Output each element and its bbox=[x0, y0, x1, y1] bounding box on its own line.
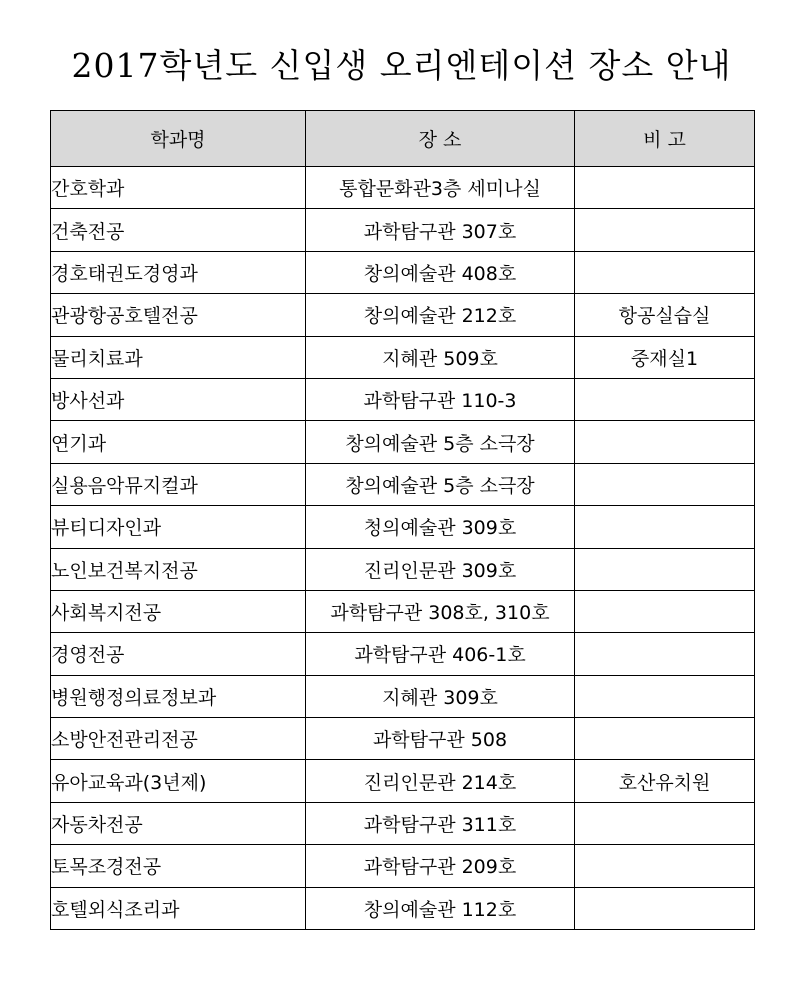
dept-cell: 노인보건복지전공 bbox=[51, 548, 306, 590]
dept-cell: 건축전공 bbox=[51, 209, 306, 251]
dept-cell: 경호태권도경영과 bbox=[51, 251, 306, 293]
place-cell: 진리인문관 214호 bbox=[306, 760, 575, 802]
table-row bbox=[51, 802, 755, 844]
dept-cell: 간호학과 bbox=[51, 167, 306, 209]
note-cell bbox=[575, 251, 755, 293]
table-row bbox=[51, 506, 755, 548]
place-cell: 진리인문관 309호 bbox=[306, 548, 575, 590]
dept-cell: 병원행정의료정보과 bbox=[51, 675, 306, 717]
table-row bbox=[51, 548, 755, 590]
note-cell bbox=[575, 378, 755, 420]
dept-cell: 관광항공호텔전공 bbox=[51, 294, 306, 336]
place-cell: 지혜관 309호 bbox=[306, 675, 575, 717]
dept-cell: 소방안전관리전공 bbox=[51, 718, 306, 760]
note-cell bbox=[575, 718, 755, 760]
table-row bbox=[51, 251, 755, 293]
note-cell bbox=[575, 421, 755, 463]
place-cell: 창의예술관 5층 소극장 bbox=[306, 463, 575, 505]
table-row bbox=[51, 294, 755, 336]
note-cell bbox=[575, 802, 755, 844]
dept-cell: 사회복지전공 bbox=[51, 590, 306, 632]
header-note: 비 고 bbox=[575, 111, 755, 167]
note-cell bbox=[575, 633, 755, 675]
table-row bbox=[51, 209, 755, 251]
dept-cell: 물리치료과 bbox=[51, 336, 306, 378]
table-row bbox=[51, 718, 755, 760]
note-cell bbox=[575, 675, 755, 717]
table-row bbox=[51, 675, 755, 717]
dept-cell: 유아교육과(3년제) bbox=[51, 760, 306, 802]
table-row bbox=[51, 590, 755, 632]
place-cell: 과학탐구관 406-1호 bbox=[306, 633, 575, 675]
note-cell bbox=[575, 590, 755, 632]
header-place: 장 소 bbox=[306, 111, 575, 167]
dept-cell: 연기과 bbox=[51, 421, 306, 463]
note-cell bbox=[575, 845, 755, 887]
dept-cell: 자동차전공 bbox=[51, 802, 306, 844]
note-cell bbox=[575, 887, 755, 929]
dept-cell: 실용음악뮤지컬과 bbox=[51, 463, 306, 505]
dept-cell: 방사선과 bbox=[51, 378, 306, 420]
place-cell: 지혜관 509호 bbox=[306, 336, 575, 378]
dept-cell: 호텔외식조리과 bbox=[51, 887, 306, 929]
note-cell bbox=[575, 548, 755, 590]
place-cell: 창의예술관 212호 bbox=[306, 294, 575, 336]
table-row bbox=[51, 633, 755, 675]
dept-cell: 토목조경전공 bbox=[51, 845, 306, 887]
table-row bbox=[51, 760, 755, 802]
place-cell: 과학탐구관 307호 bbox=[306, 209, 575, 251]
note-cell bbox=[575, 209, 755, 251]
dept-cell: 경영전공 bbox=[51, 633, 306, 675]
place-cell: 과학탐구관 209호 bbox=[306, 845, 575, 887]
place-cell: 통합문화관3층 세미나실 bbox=[306, 167, 575, 209]
table-row bbox=[51, 421, 755, 463]
table-row bbox=[51, 463, 755, 505]
table-row bbox=[51, 845, 755, 887]
note-cell bbox=[575, 506, 755, 548]
table-row bbox=[51, 887, 755, 929]
place-cell: 과학탐구관 311호 bbox=[306, 802, 575, 844]
table-header-row bbox=[51, 111, 755, 167]
note-cell bbox=[575, 167, 755, 209]
table-row bbox=[51, 336, 755, 378]
table-row bbox=[51, 167, 755, 209]
note-cell: 호산유치원 bbox=[575, 760, 755, 802]
place-cell: 청의예술관 309호 bbox=[306, 506, 575, 548]
note-cell: 항공실습실 bbox=[575, 294, 755, 336]
header-dept: 학과명 bbox=[51, 111, 306, 167]
note-cell: 중재실1 bbox=[575, 336, 755, 378]
orientation-location-table bbox=[50, 110, 755, 930]
table-row bbox=[51, 378, 755, 420]
place-cell: 창의예술관 5층 소극장 bbox=[306, 421, 575, 463]
place-cell: 창의예술관 112호 bbox=[306, 887, 575, 929]
dept-cell: 뷰티디자인과 bbox=[51, 506, 306, 548]
page-title: 2017학년도 신입생 오리엔테이션 장소 안내 bbox=[71, 46, 732, 85]
place-cell: 과학탐구관 508 bbox=[306, 718, 575, 760]
place-cell: 과학탐구관 308호, 310호 bbox=[306, 590, 575, 632]
place-cell: 창의예술관 408호 bbox=[306, 251, 575, 293]
note-cell bbox=[575, 463, 755, 505]
place-cell: 과학탐구관 110-3 bbox=[306, 378, 575, 420]
